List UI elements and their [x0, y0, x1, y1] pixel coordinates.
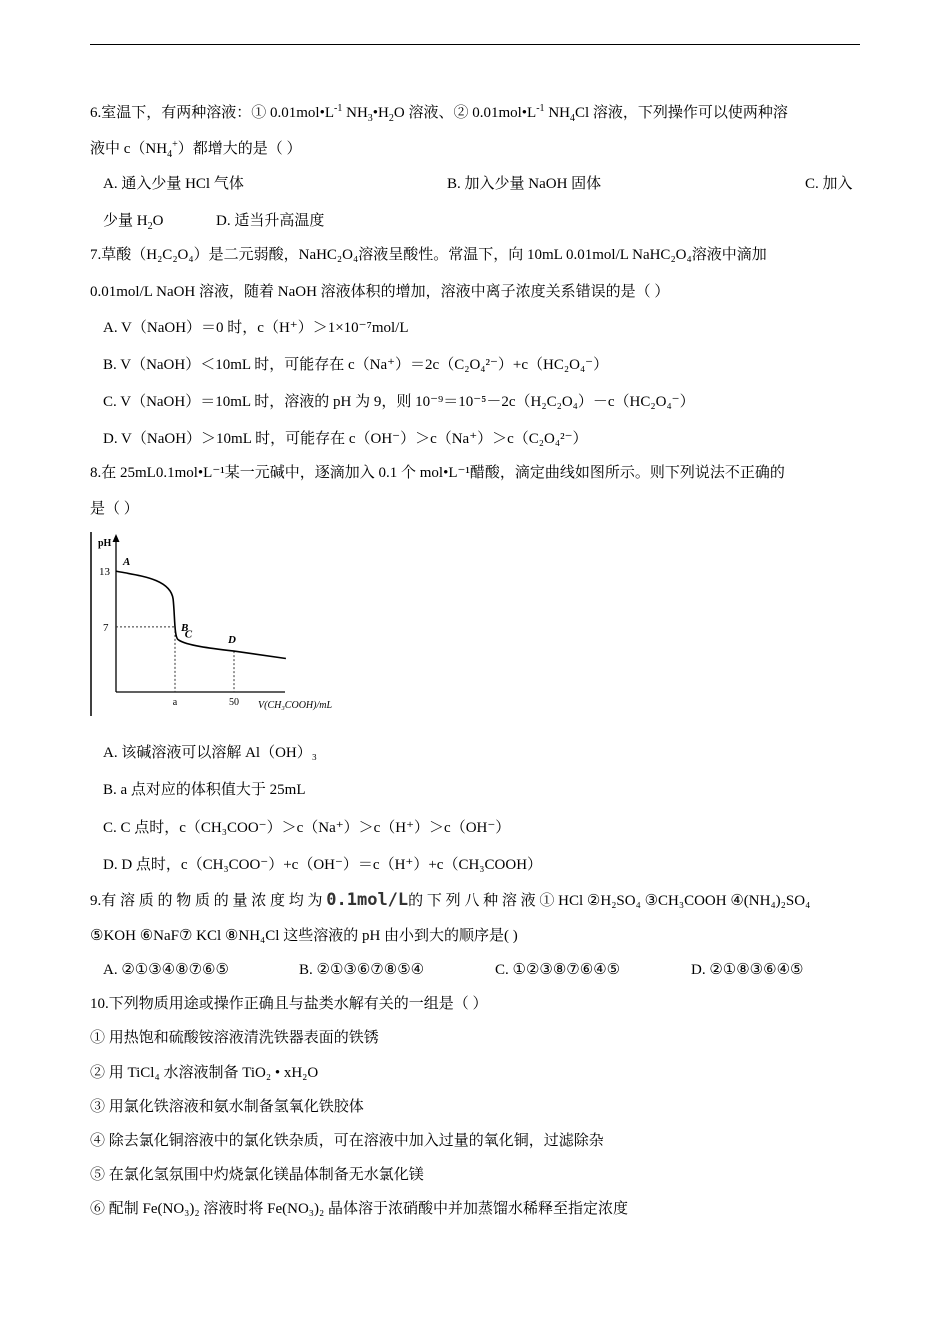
q8-option-a: A. 该碱溶液可以溶解 Al（OH）₃: [103, 745, 317, 761]
header-rule: [90, 44, 860, 45]
q6-stem-line1: 6.室温下，有两种溶液：① $0.01mol•L^{-1}$ $NH_3•H_2O$ 溶液、② $0.01mol•L^{-1}$ $NH_4Cl$ 溶液，下列操作可以使两种溶: [90, 103, 788, 124]
q7-option-b: B. V（NaOH）＜10mL 时，可能存在 c（Na⁺）＝2c（C₂O₄²⁻）+c（HC₂O₄⁻）: [103, 357, 609, 373]
q7-option-a: A. V（NaOH）＝0 时，c（H⁺）＞1×10⁻⁷mol/L: [103, 320, 409, 336]
q8-option-d: D. D 点时，c（CH₃COO⁻）+c（OH⁻）＝c（H⁺）+c（CH₃COOH）: [103, 857, 543, 873]
q10-item-2: ② 用 TiCl₄ 水溶液制备 TiO₂ • xH₂O: [90, 1065, 319, 1081]
q8-option-c: C. C 点时，c（CH₃COO⁻）＞c（Na⁺）＞c（H⁺）＞c（OH⁻）: [103, 820, 511, 836]
y-axis-label: pH: [98, 538, 112, 549]
q6-option-b: B. 加入少量 NaOH 固体: [447, 176, 602, 192]
y-tick-label-7: 7: [103, 621, 109, 634]
q8-stem-line1: 8.在 25mL0.1mol•L⁻¹某一元碱中，逐滴加入 0.1 个 mol•L⁻¹醋酸，滴定曲线如图所示。则下列说法不正确的: [90, 465, 785, 481]
q9-option-a: A. ②①③④⑧⑦⑥⑤: [103, 962, 229, 978]
q6-stem-line2: 液中 $c(NH_4^+)$都增大的是（ ）: [90, 139, 302, 160]
titration-curve-chart: [90, 528, 380, 718]
q6-option-a: A. 通入少量 HCl 气体: [103, 176, 244, 192]
q9-stem-line2: ⑤KOH ⑥NaF⑦ KCl ⑧NH₄Cl 这些溶液的 pH 由小到大的顺序是( ): [90, 928, 518, 944]
q10-item-1: ① 用热饱和硫酸铵溶液清洗铁器表面的铁锈: [90, 1030, 379, 1046]
y-axis-arrow: [113, 534, 120, 542]
q7-option-d: D. V（NaOH）＞10mL 时，可能存在 c（OH⁻）＞c（Na⁺）＞c（C₂O₄²⁻）: [103, 431, 588, 447]
x-axis-label: V(CH₃COOH)/mL: [258, 700, 333, 711]
point-label-a: A: [123, 556, 131, 569]
q10-stem: 10.下列物质用途或操作正确且与盐类水解有关的一组是（ ）: [90, 996, 488, 1012]
q6-option-c-cont: 少量 $H_2O$: [103, 213, 164, 232]
q7-option-c: C. V（NaOH）＝10mL 时，溶液的 pH 为 9，则 10⁻⁹＝10⁻⁵－2c（H₂C₂O₄）－c（HC₂O₄⁻）: [103, 394, 695, 410]
q10-item-6: ⑥ 配制 Fe(NO₃)₂ 溶液时将 Fe(NO₃)₂ 晶体溶于浓硝酸中并加蒸馏水稀释至指定浓度: [90, 1201, 628, 1217]
q10-item-3: ③ 用氯化铁溶液和氨水制备氢氧化铁胶体: [90, 1099, 364, 1115]
point-label-d: D: [228, 634, 236, 647]
y-tick-label-13: 13: [99, 566, 110, 579]
q6-option-d: D. 适当升高温度: [216, 213, 325, 229]
x-tick-label-50: 50: [229, 697, 239, 708]
q6-option-c: C. 加入: [805, 176, 853, 192]
q7-stem-line2: 0.01mol/L NaOH 溶液，随着 NaOH 溶液体积的增加，溶液中离子浓度关系错误的是（ ）: [90, 284, 670, 300]
x-tick-label-a: a: [172, 697, 178, 708]
q9-option-d: D. ②①⑧③⑥④⑤: [691, 962, 804, 978]
q10-item-5: ⑤ 在氯化氢氛围中灼烧氯化镁晶体制备无水氯化镁: [90, 1167, 424, 1183]
q8-option-b: B. a 点对应的体积值大于 25mL: [103, 782, 306, 798]
q9-option-c: C. ①②③⑧⑦⑥④⑤: [495, 962, 621, 978]
point-label-c: C: [184, 628, 193, 641]
q9-stem-line1: 9.有 溶 质 的 物 质 的 量 浓 度 均 为 0.1mol/L的 下 列 八 种 溶 液 ① HCl ②H₂SO₄ ③CH₃COOH ④(NH₄)₂SO₄: [90, 890, 811, 910]
point-label-b: B: [181, 621, 189, 634]
titration-curve: [116, 571, 286, 658]
q7-stem-line1: 7.草酸（H₂C₂O₄）是二元弱酸，NaHC₂O₄溶液呈酸性。常温下，向 10mL 0.01mol/L NaHC₂O₄溶液中滴加: [90, 247, 767, 263]
q9-option-b: B. ②①③⑥⑦⑧⑤④: [299, 962, 425, 978]
q8-stem-line2: 是（ ）: [90, 501, 139, 517]
q10-item-4: ④ 除去氯化铜溶液中的氯化铁杂质，可在溶液中加入过量的氧化铜，过滤除杂: [90, 1133, 604, 1149]
